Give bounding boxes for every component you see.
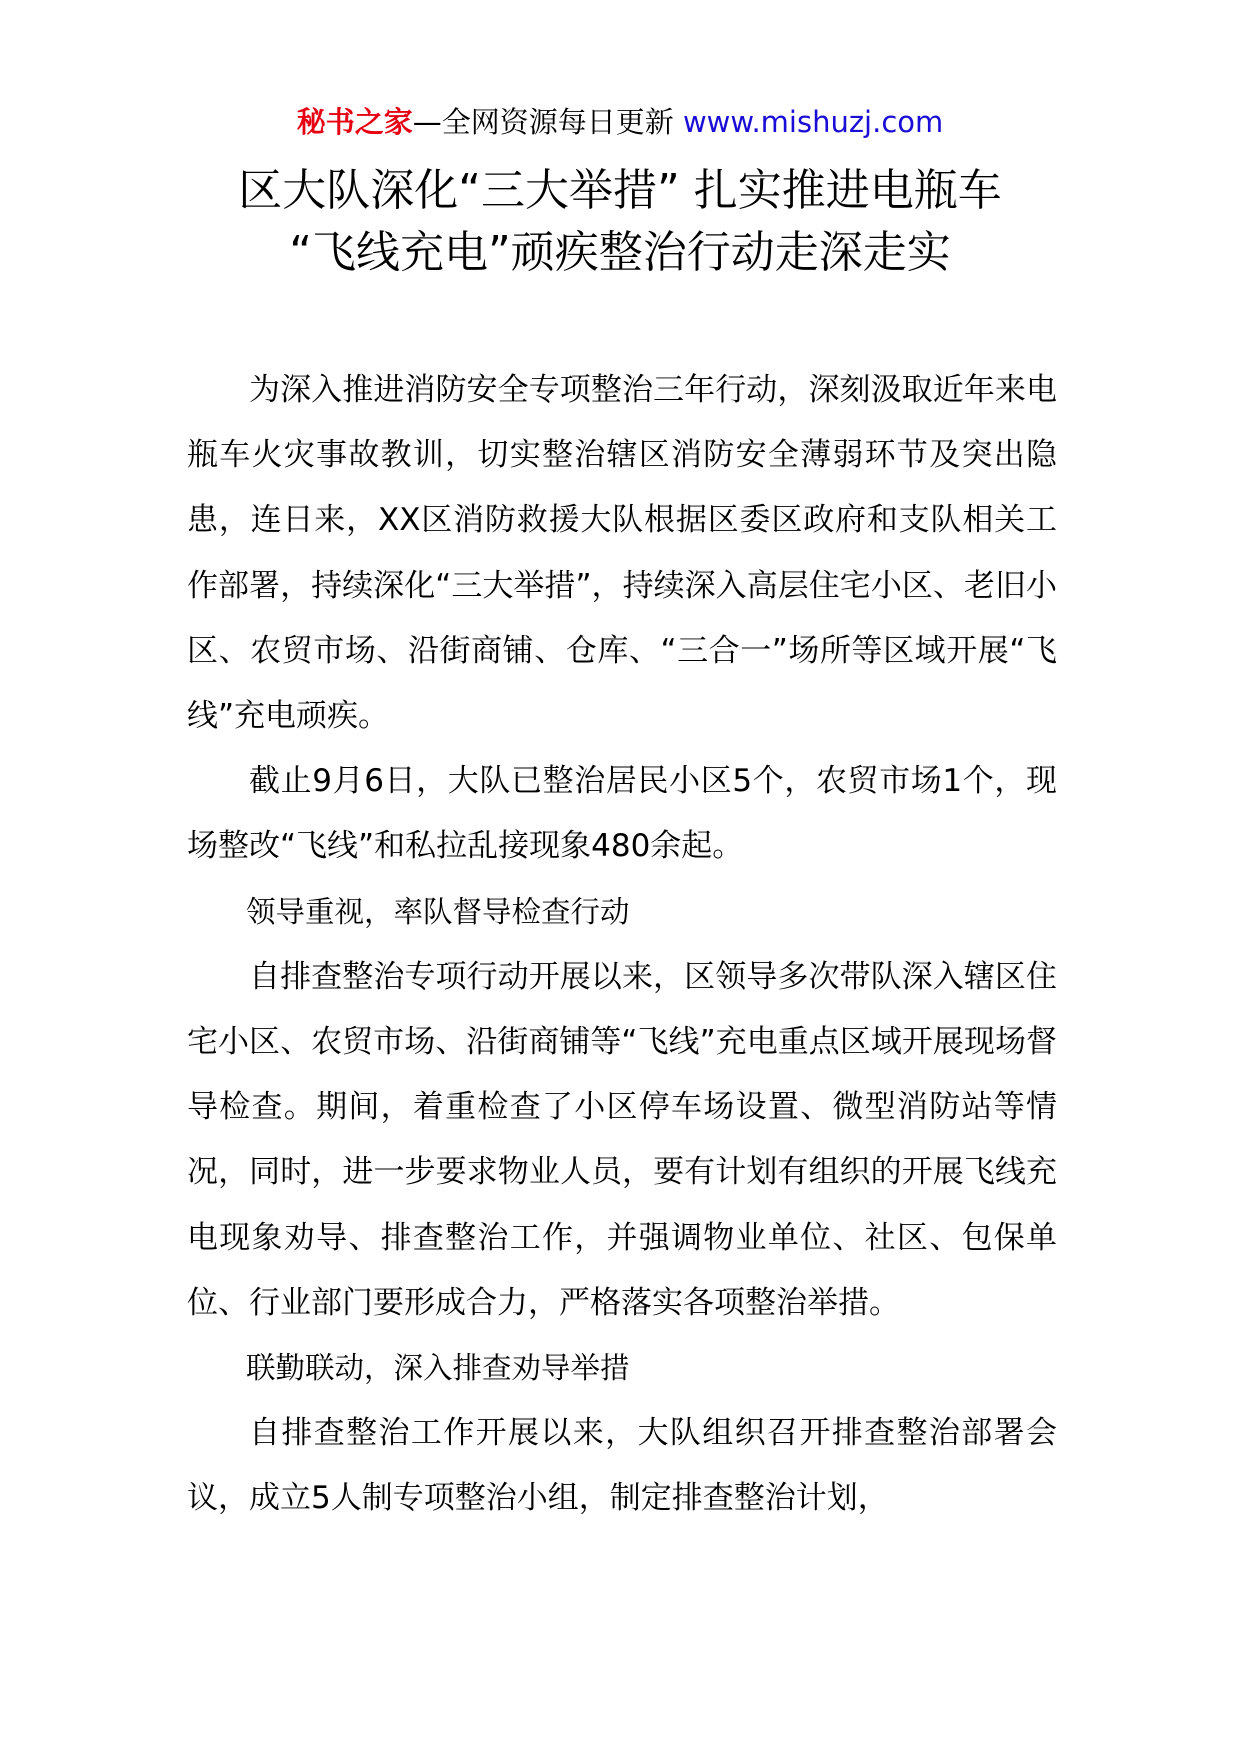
body-paragraph: 截止9月6日，大队已整治居民小区5个，农贸市场1个，现场整改“飞线”和私拉乱接现象480余起。 <box>187 763 1057 865</box>
title-line-1: 区大队深化“三大举措” 扎实推进电瓶车 <box>238 165 1002 216</box>
site-url-link[interactable]: www.mishuzj.com <box>682 105 944 139</box>
document-title <box>150 160 1090 284</box>
site-header <box>0 102 1240 142</box>
section-heading: 领导重视，率队督导检查行动 <box>246 894 630 929</box>
site-tagline: —全网资源每日更新 <box>412 105 683 139</box>
body-paragraph: 自排查整治工作开展以来，大队组织召开排查整治部署会议，成立5人制专项整治小组，制定排查整治计划， <box>187 1415 1057 1517</box>
section-heading: 联勤联动，深入排查劝导举措 <box>246 1351 630 1386</box>
body-paragraph: 为深入推进消防安全专项整治三年行动，深刻汲取近年来电瓶车火灾事故教训，切实整治辖区消防安全薄弱环节及突出隐患，连日来，XX区消防救援大队根据区委区政府和支队相关工作部署，持续深化“三大举措”，持续深入高层住宅小区、老旧小区、农贸市场、沿街商铺、仓库、“三合一”场所等区域开展“飞线”充电顽疾。 <box>187 372 1057 735</box>
site-brand: 秘书之家 <box>296 105 413 139</box>
document-body <box>187 358 1057 1532</box>
body-paragraph: 自排查整治专项行动开展以来，区领导多次带队深入辖区住宅小区、农贸市场、沿街商铺等“飞线”充电重点区域开展现场督导检查。期间，着重检查了小区停车场设置、微型消防站等情况，同时，进一步要求物业人员，要有计划有组织的开展飞线充电现象劝导、排查整治工作，并强调物业单位、社区、包保单位、行业部门要形成合力，严格落实各项整治举措。 <box>187 958 1057 1321</box>
title-line-2: “飞线充电”顽疾整治行动走深走实 <box>289 227 951 278</box>
